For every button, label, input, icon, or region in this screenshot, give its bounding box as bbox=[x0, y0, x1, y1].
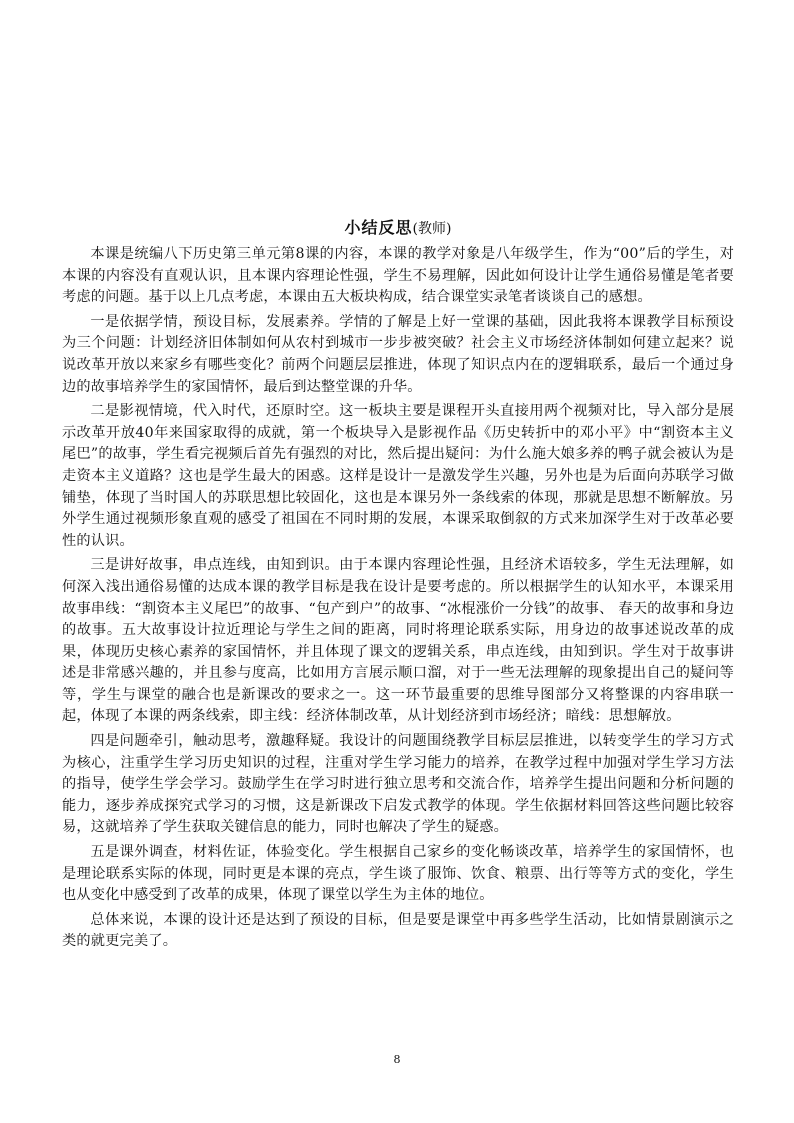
document-body bbox=[62, 216, 734, 956]
paragraph-point-4: 四是问题牵引，触动思考，激趣释疑。我设计的问题围绕教学目标层层推进，以转变学生的学习方式为核心，注重学生学习历史知识的过程，注重对学生学习能力的培养，在教学过程中加强对学生学习方法的指导，使学生学会学习。鼓励学生在学习时进行独立思考和交流合作，培养学生提出问题和分析问题的能力，逐步养成探究式学习的习惯，这是新课改下启发式教学的体现。学生依据材料回答这些问题比较容易，这就培养了学生获取关键信息的能力，同时也解决了学生的疑惑。 bbox=[62, 733, 734, 836]
section-title-main: 小结反思 bbox=[344, 218, 413, 237]
page-number: 8 bbox=[393, 1053, 401, 1066]
section-title bbox=[62, 216, 734, 241]
paragraph-conclusion: 总体来说，本课的设计还是达到了预设的目标，但是要是课堂中再多些学生活动，比如情景剧演示之类的就更完美了。 bbox=[62, 911, 734, 950]
paragraph-intro: 本课是统编八下历史第三单元第8课的内容，本课的教学对象是八年级学生，作为“00”后的学生，对本课的内容没有直观认识，且本课内容理论性强，学生不易理解，因此如何设计让学生通俗易懂是笔者要考虑的问题。基于以上几点考虑，本课由五大板块构成，结合课堂实录笔者谈谈自己的感想。 bbox=[62, 246, 734, 306]
paragraph-point-5: 五是课外调查，材料佐证，体验变化。学生根据自己家乡的变化畅谈改革，培养学生的家国情怀，也是理论联系实际的体现，同时更是本课的亮点，学生谈了服饰、饮食、粮票、出行等等方式的变化，学生也从变化中感受到了改革的成果，体现了课堂以学生为主体的地位。 bbox=[62, 844, 734, 904]
section-title-sub: (教师) bbox=[412, 221, 452, 237]
paragraph-point-1: 一是依据学情，预设目标，发展素养。学情的了解是上好一堂课的基础，因此我将本课教学目标预设为三个问题：计划经济旧体制如何从农村到城市一步步被突破？社会主义市场经济体制如何建立起来？说说改革开放以来家乡有哪些变化？前两个问题层层推进，体现了知识点内在的逻辑联系，最后一个通过身边的故事培养学生的家国情怀，最后到达整堂课的升华。 bbox=[62, 313, 734, 395]
paragraph-point-2: 二是影视情境，代入时代，还原时空。这一板块主要是课程开头直接用两个视频对比，导入部分是展示改革开放40年来国家取得的成就，第一个板块导入是影视作品《历史转折中的邓小平》中“割资本主义尾巴”的故事，学生看完视频后首先有强烈的对比，然后提出疑问：为什么施大娘多养的鸭子就会被认为是走资本主义道路？这也是学生最大的困惑。这样是设计一是激发学生兴趣，另外也是为后面向苏联学习做铺垫，体现了当时国人的苏联思想比较固化，这也是本课另外一条线索的体现，那就是思想不断解放。另外学生通过视频形象直观的感受了祖国在不同时期的发展，本课采取倒叙的方式来加深学生对于改革必要性的认识。 bbox=[62, 403, 734, 549]
paragraph-point-3: 三是讲好故事，串点连线，由知到识。由于本课内容理论性强，且经济术语较多，学生无法理解，如何深入浅出通俗易懂的达成本课的教学目标是我在设计是要考虑的。所以根据学生的认知水平，本课采用故事串线：“割资本主义尾巴”的故事、“包产到户”的故事、“冰棍涨价一分钱”的故事、 春天的故事和身边的故事。五大故事设计拉近理论与学生之间的距离，同时将理论联系实际，用身边的故事述说改革的成果，体现历史核心素养的家国情怀，并且体现了课文的逻辑关系，串点连线，由知到识。学生对于故事讲述是非常感兴趣的，并且参与度高，比如用方言展示顺口溜，对于一些无法理解的现象提出自己的疑问等等，学生与课堂的融合也是新课改的要求之一。这一环节最重要的思维导图部分又将整课的内容串联一起，体现了本课的两条线索，即主线：经济体制改革，从计划经济到市场经济；暗线：思想解放。 bbox=[62, 557, 734, 725]
